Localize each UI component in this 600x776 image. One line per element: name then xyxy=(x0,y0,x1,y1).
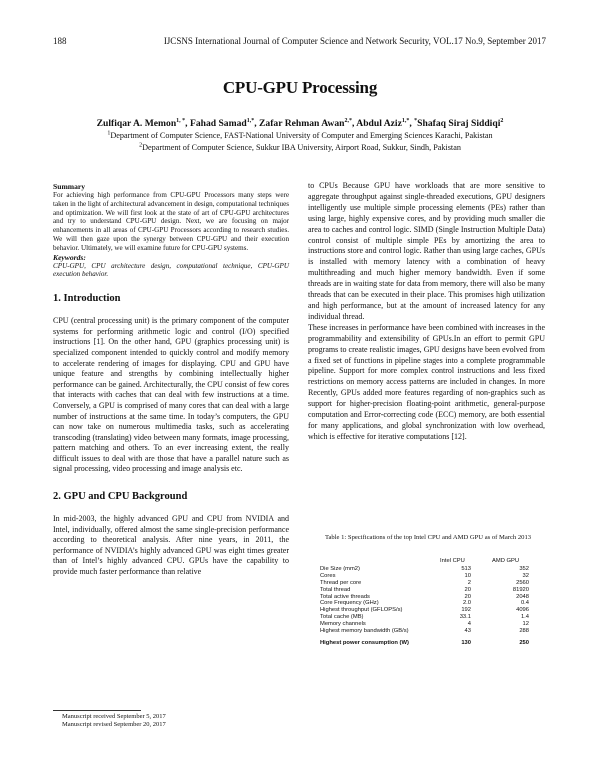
table-cell-label: Die Size (mm2) xyxy=(320,566,360,572)
affiliation xyxy=(0,131,600,140)
table-cell-label: Total thread xyxy=(320,586,351,593)
table-caption: Table 1: Specifications of the top Intel CPU and AMD GPU as of March 2013 xyxy=(324,534,532,541)
table-row xyxy=(320,587,532,594)
table-cell-cpu: 130 xyxy=(461,639,471,646)
affiliation-text: Department of Computer Science, FAST-National University of Computer and Emerging Sciences Karachi, Pakistan xyxy=(110,131,493,140)
section-heading-introduction: 1. Introduction xyxy=(53,293,121,305)
background-text: In mid-2003, the highly advanced GPU and CPU from NVIDIA and Intel, individually, offered almost the same single-precision performance according to theoretical analysis. After nine years, in 2011, the performance of NVIDIA’s highly advanced GPU was eight times greater than of Intel’s highly advanced CPU. GPUs have the capability to provide much faster performance than relative xyxy=(53,514,289,577)
author-name: Zulfiqar A. Memon xyxy=(96,118,177,129)
running-header: IJCSNS International Journal of Computer Science and Network Security, VOL.17 No.9, September 2017 xyxy=(163,36,546,46)
footnotes xyxy=(62,713,166,729)
footnote-rule xyxy=(53,710,141,711)
right-column xyxy=(308,181,545,443)
author-name: Abdul Aziz xyxy=(356,118,402,129)
page-number: 188 xyxy=(53,36,67,46)
table-cell-gpu: 12 xyxy=(522,621,529,628)
right-paragraph-1: to CPUs Because GPU have workloads that are more sensitive to aggregate throughput against single-threaded executions, GPU designers intelligently use multiple simple processing elements (PEs) rather than using large, highly expensive cores, and by providing much smaller die area to caches and control logic. SIMD (Single Instruction Multiple Data) control consist of multiple simple PEs by amortizing the area to instructions store and control logic. Rather than using large caches, GPUs is installed with memory latency with a combination of heavy multithreading and much higher memory bandwidth. Even if some threads are in waiting state for data from memory, there will also be many threads that can be executed in their place. This promises high utilization and high performance, but at the amount of increased latency for any individual thread. xyxy=(308,181,545,321)
table-cell-gpu: 32 xyxy=(522,572,529,579)
section-heading-background: 2. GPU and CPU Background xyxy=(53,491,188,503)
author-superscript: 1, * xyxy=(176,117,186,124)
table-cell-cpu: 20 xyxy=(464,586,471,593)
table-row xyxy=(320,614,532,621)
paper-title: CPU-GPU Processing xyxy=(222,78,378,97)
table-cell-gpu: 2048 xyxy=(516,593,529,600)
table-cell-label: Thread per core xyxy=(320,579,362,586)
table-row xyxy=(320,600,532,607)
table-cell-label: Cores xyxy=(320,572,336,579)
table-cell-gpu: 2560 xyxy=(516,579,529,586)
table-row xyxy=(320,594,532,601)
table-cell-cpu: 192 xyxy=(461,607,471,614)
table-cell-gpu: 1.4 xyxy=(520,614,529,621)
table-cell-cpu: 43 xyxy=(464,628,471,635)
left-column xyxy=(53,182,289,578)
table-cell-gpu: 81920 xyxy=(512,586,529,593)
table-cell-label: Highest memory bandwidth (GB/s) xyxy=(320,628,409,635)
table-cell-gpu: 4096 xyxy=(516,607,529,614)
table-cell-gpu: 352 xyxy=(519,566,529,572)
table-cell-label: Total cache (MB) xyxy=(320,614,364,621)
table-header-gpu: AMD GPU xyxy=(492,558,520,564)
table-row xyxy=(320,580,532,587)
author-superscript: 1,* xyxy=(401,117,410,124)
table-cell-cpu: 513 xyxy=(461,566,471,572)
footnote-received: Manuscript received September 5, 2017 xyxy=(62,713,166,720)
table-cell-cpu: 20 xyxy=(464,593,471,600)
table-row xyxy=(320,628,532,635)
table-cell-label: Total active threads xyxy=(320,593,370,600)
right-paragraph-2: These increases in performance have been combined with increases in the programmability and extensibility of GPUs.In an effort to permit GPU programs to create realistic images, GPU designs have been evolved from a fixed set of functions in pipeline stages into a complete programmable pipeline. Support for more complex control instructions and less fixed restrictions on memory access patterns are included in changes. In more Recently, GPUs added more features regarding of non-graphics such as support for higher-precision floating-point arithmetic, general-purpose computation and Error-correcting code (ECC) memory, are both essential for many applications, and global synchronization with low overhead, which is effective for iterative computations [12]. xyxy=(308,322,545,441)
table-row-power xyxy=(320,640,532,647)
table-cell-label: Memory channels xyxy=(320,621,366,628)
author-name: Shafaq Siraj Siddiqi xyxy=(417,118,501,129)
affiliation xyxy=(0,143,600,152)
author-name: Fahad Samad xyxy=(189,118,247,129)
author-superscript: 1,* xyxy=(246,117,255,124)
table-cell-cpu: 4 xyxy=(467,621,471,628)
author-list: Zulfiqar A. Memon$^{1, *}$, Fahad Samad$^{1,*}$, Zafar Rehman Awan$^{2,*}$, Abdul Aziz$^{1,*}$, *Shafaq Siraj Siddiqi$^2$ xyxy=(96,117,504,129)
affiliation-superscript: 2 xyxy=(139,142,143,149)
author-superscript: 2 xyxy=(500,117,504,124)
table-cell-label: Highest power consumption (W) xyxy=(320,639,409,646)
footnote-revised: Manuscript revised September 20, 2017 xyxy=(62,721,166,729)
affiliation-superscript: 1 xyxy=(107,130,111,137)
author-name: Zafar Rehman Awan xyxy=(259,118,345,129)
keywords-text: CPU-GPU, CPU architecture design, computational technique, CPU-GPU execution behavior. xyxy=(53,261,289,279)
table-cell-cpu: 2.0 xyxy=(462,600,471,607)
table-row xyxy=(320,621,532,628)
summary-text: For achieving high performance from CPU-GPU Processors many steps were taken in the light of architectural advancement in design, computational techniques and optimization. We will first look at the state of art of CPU-GPU architectures and try to understand CPU-GPU design. Next, we are focusing on major enhancements in all areas of CPU-GPU Processors according to research studies. We will then gaze upon the synergy between CPU-GPU and their execution behavior. Ultimately, we will examine future for CPU-GPU systems. xyxy=(53,191,289,252)
affiliation-text: Department of Computer Science, Sukkur IBA University, Airport Road, Sukkur, Sindh, Pakistan xyxy=(142,143,461,152)
table-cell-gpu: 250 xyxy=(519,639,529,646)
introduction-text: CPU (central processing unit) is the primary component of the computer systems for performing arithmetic logic and control (I/O) specified instructions [1]. On the other hand, GPU (graphics processing unit) is specialized component intended to quickly control and modify memory to accelerate rendering of images for displaying. CPU and GPU have unique feature and strengths by combining intellectually higher performance can be gained. Architecturally, the CPU consist of few cores that interacts with caches that can deal with few instructions at a time. Conversely, a GPU is comprised of many cores that can deal with a large number of instructions at the same time. In today’s computers, the GPU can now take on numerous multimedia tasks, such as accelerating transcoding (translating) video between many formats, image processing, pattern matching and others. To an ever increasing extent, the really difficult issues to deal with are those that have a parallel nature such as signal processing, video processing and image analysis etc. xyxy=(53,316,289,474)
author-superscript: 2,* xyxy=(344,117,352,124)
table-cell-cpu: 2 xyxy=(467,579,471,586)
table-cell-gpu: 0.4 xyxy=(520,600,529,607)
table-header-cpu: Intel CPU xyxy=(440,558,465,564)
table-cell-cpu: 33.1 xyxy=(459,614,471,621)
table-cell-cpu: 10 xyxy=(464,572,471,579)
table-row xyxy=(320,607,532,614)
summary-heading: Summary xyxy=(53,182,86,191)
table-cell-label: Core Frequency (GHz) xyxy=(320,600,379,607)
keywords-heading: Keywords: xyxy=(53,252,86,262)
table-cell-gpu: 288 xyxy=(519,628,529,635)
table-header-row xyxy=(320,558,532,566)
table-cell-label: Highest throughput (GFLOPS/s) xyxy=(320,607,403,614)
spec-table xyxy=(320,558,532,647)
table-row xyxy=(320,573,532,580)
table-row xyxy=(320,566,532,573)
